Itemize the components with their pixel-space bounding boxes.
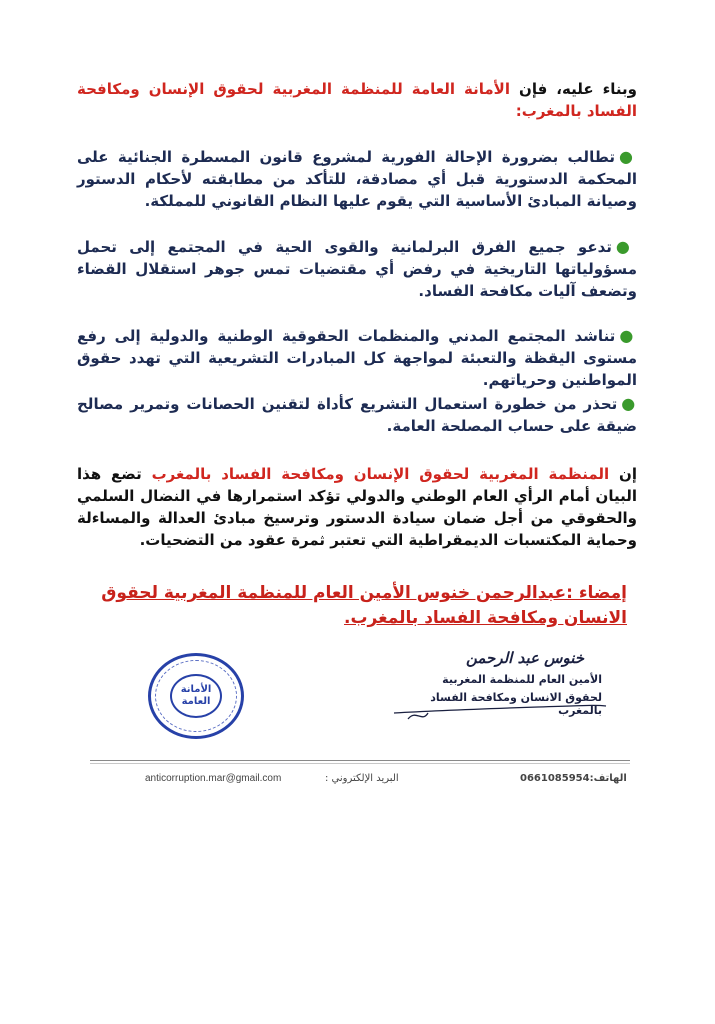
closing-prefix: إن: [609, 465, 637, 483]
closing-rest: تضع هذا البيان أمام الرأي العام الوطني والدولي تؤكد استمرارها في النضال السلمي والحقوقي من أجل ضمان سيادة الدستور وترسيخ مبادئ العدالة والمساءلة وحماية المكتسبات الديمقراطية التي تعتبر ثمرة عقود من التضحيات.: [77, 465, 637, 549]
bullet-item-1: [77, 146, 637, 212]
signature-line: إمضاء :عبدالرحمن خنوس الأمين العام للمنظمة المغربية لحقوق الانسان ومكافحة الفساد بالمغرب.: [101, 583, 627, 628]
signature-name: خنوس عبد الرحمن: [465, 649, 584, 667]
signature-title: الأمين العام للمنظمة المغربية: [442, 673, 602, 686]
footer-email: anticorruption.mar@gmail.com: [145, 773, 282, 784]
bullet-text: تدعو جميع الفرق البرلمانية والقوى الحية في المجتمع إلى تحمل مسؤولياتها التاريخية في رفض أي مقتضيات تمس جوهر استقلال القضاء وتضعف آليات مكافحة الفساد.: [77, 238, 637, 300]
bullet-text: تطالب بضرورة الإحالة الفورية لمشروع قانون المسطرة الجنائية على المحكمة الدستورية قبل أي مصادقة، للتأكد من مطابقته لأحكام الدستور وصيانة المبادئ الأساسية التي يقوم عليها النظام القانوني للمملكة.: [77, 148, 637, 210]
stamp-line-1: الأمانة: [180, 684, 212, 695]
bullet-item-4: [77, 393, 637, 437]
handwritten-signature-block: [388, 643, 610, 725]
official-stamp: [148, 653, 244, 739]
closing-paragraph: [77, 463, 637, 551]
bullet-dot-icon: ●: [618, 147, 637, 166]
intro-paragraph: [77, 78, 637, 122]
footer-email-label: البريد الإلكتروني :: [325, 773, 399, 784]
bullet-dot-icon: ●: [615, 237, 637, 256]
stamp-line-2: العامة: [181, 696, 211, 707]
signature-scribble-icon: [388, 699, 610, 725]
bullet-item-2: [77, 236, 637, 302]
bullet-dot-icon: ●: [619, 326, 637, 345]
intro-prefix: وبناء عليه، فإن: [509, 80, 638, 98]
footer-divider-secondary: [90, 763, 630, 764]
footer-phone: الهاتف:0661085954: [520, 773, 627, 784]
bullet-text: تحذر من خطورة استعمال التشريع كأداة لتقنين الحصانات وتمرير مصالح ضيقة على حساب المصلحة العامة.: [77, 395, 637, 435]
stamp-ring: [155, 660, 237, 732]
footer-divider: [90, 760, 630, 761]
intro-highlight: الأمانة العامة للمنظمة المغربية لحقوق الإنسان ومكافحة الفساد بالمغرب:: [77, 80, 637, 120]
bullet-item-3: [77, 325, 637, 391]
closing-highlight: المنظمة المغربية لحقوق الإنسان ومكافحة الفساد بالمغرب: [151, 465, 610, 483]
signature-title-2: لحقوق الانسان ومكافحة الفساد بالمغرب: [430, 691, 602, 717]
bullet-text: تناشد المجتمع المدني والمنظمات الحقوقية الوطنية والدولية إلى رفع مستوى اليقظة والتعبئة لمواجهة كل المبادرات التشريعية التي تهدد حقوق المواطنين وحرياتهم.: [77, 327, 637, 389]
bullet-dot-icon: ●: [621, 394, 637, 413]
